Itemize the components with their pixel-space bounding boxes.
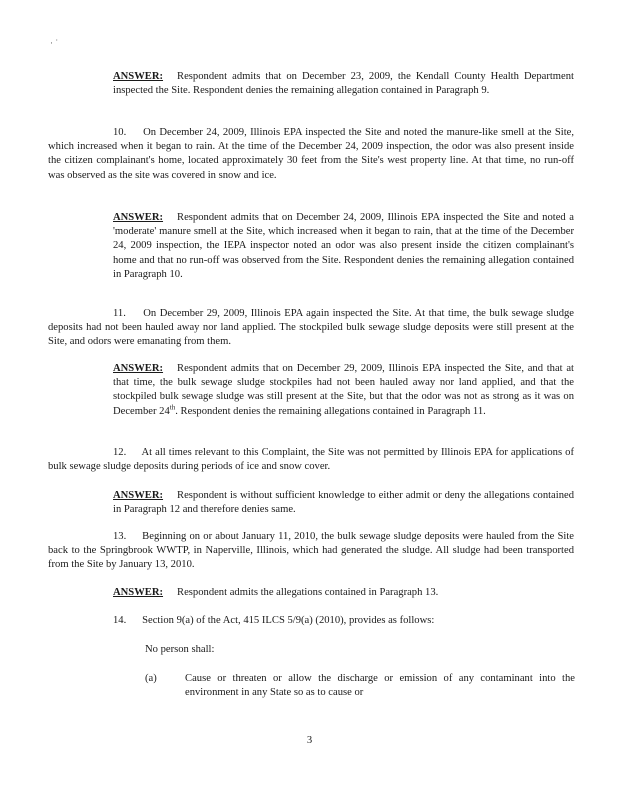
- answer-text: Respondent admits that on December 23, 2009, the Kendall County Health Department inspected the Site. Respondent denies the remaining allegation contained in Paragraph 9.: [113, 71, 574, 97]
- paragraph-13: [48, 530, 574, 573]
- paragraph-12: [48, 446, 574, 474]
- paragraph-text: At all times relevant to this Complaint, the Site was not permitted by Illinois EPA for applications of bulk sewage sludge deposits during periods of ice and snow cover.: [48, 447, 574, 473]
- paragraph-text: On December 29, 2009, Illinois EPA again inspected the Site. At that time, the bulk sewage sludge deposits had not been hauled away nor land applied. The stockpiled bulk sewage sludge deposits were still present at the Site, and odors were emanating from them.: [48, 308, 574, 348]
- answer-text: Respondent admits the allegations contained in Paragraph 13.: [177, 587, 439, 598]
- paragraph-text: Section 9(a) of the Act, 415 ILCS 5/9(a) (2010), provides as follows:: [142, 615, 435, 626]
- subparagraph-letter: (a): [145, 673, 157, 684]
- paragraph-10: [48, 126, 574, 183]
- answer-paragraph-13: [113, 586, 574, 600]
- answer-label: ANSWER:: [113, 587, 164, 598]
- answer-paragraph-9: [113, 70, 574, 98]
- answer-label: ANSWER:: [113, 71, 164, 82]
- answer-paragraph-11: [113, 362, 574, 419]
- answer-text: Respondent admits that on December 29, 2009, Illinois EPA inspected the Site, and that at that time, the bulk sewage sludge stockpiles had not been hauled away nor land applied, and that the stockpiled bulk sewage sludge was still present at the Site, but that the odor was not as strong as it was on December 24: [113, 363, 574, 417]
- statute-lead-in: No person shall:: [145, 644, 215, 655]
- answer-text: Respondent admits that on December 24, 2009, Illinois EPA inspected the Site and noted a 'moderate' manure smell at the Site, which increased when it began to rain, that at the time of the December 24, 2009 inspection, the IEPA inspector noted an odor was also present inside the citizen complainant's home and that no run-off was observed from the Site. Respondent denies the remaining allegation contained in Paragraph 10.: [113, 212, 574, 280]
- paragraph-number: 10.: [113, 127, 127, 138]
- answer-paragraph-10: [113, 211, 574, 282]
- answer-text: Respondent is without sufficient knowledge to either admit or deny the allegations contained in Paragraph 12 and therefore denies same.: [113, 490, 574, 516]
- paragraph-text: Beginning on or about January 11, 2010, the bulk sewage sludge deposits were hauled from the Site back to the Springbrook WWTP, in Naperville, Illinois, which had generated the sludge. All sludge had been transported from the Site by January 13, 2010.: [48, 531, 574, 571]
- scan-mark: · ˙: [50, 38, 59, 48]
- answer-label: ANSWER:: [113, 490, 164, 501]
- answer-label: ANSWER:: [113, 212, 164, 223]
- subparagraph-text: Cause or threaten or allow the discharge or emission of any contaminant into the environment in any State so as to cause or: [185, 673, 575, 699]
- paragraph-14: [113, 614, 434, 628]
- paragraph-number: 11.: [113, 308, 126, 319]
- paragraph-number: 14.: [113, 615, 127, 626]
- answer-label: ANSWER:: [113, 363, 164, 374]
- ordinal-suffix: th: [169, 403, 176, 412]
- paragraph-number: 13.: [113, 531, 127, 542]
- answer-text-end: . Respondent denies the remaining allegations contained in Paragraph 11.: [175, 405, 486, 417]
- page-number: 3: [306, 735, 313, 746]
- answer-paragraph-12: [113, 489, 574, 517]
- paragraph-number: 12.: [113, 447, 127, 458]
- paragraph-11: [48, 307, 574, 350]
- paragraph-text: On December 24, 2009, Illinois EPA inspected the Site and noted the manure-like smell at the Site, which increased when it began to rain. At the time of the December 24, 2009 inspection, the odor was also present inside the citizen complainant's home, located approximately 30 feet from the Site's west property line. At that time, no run-off was observed as the site was covered in snow and ice.: [48, 127, 574, 181]
